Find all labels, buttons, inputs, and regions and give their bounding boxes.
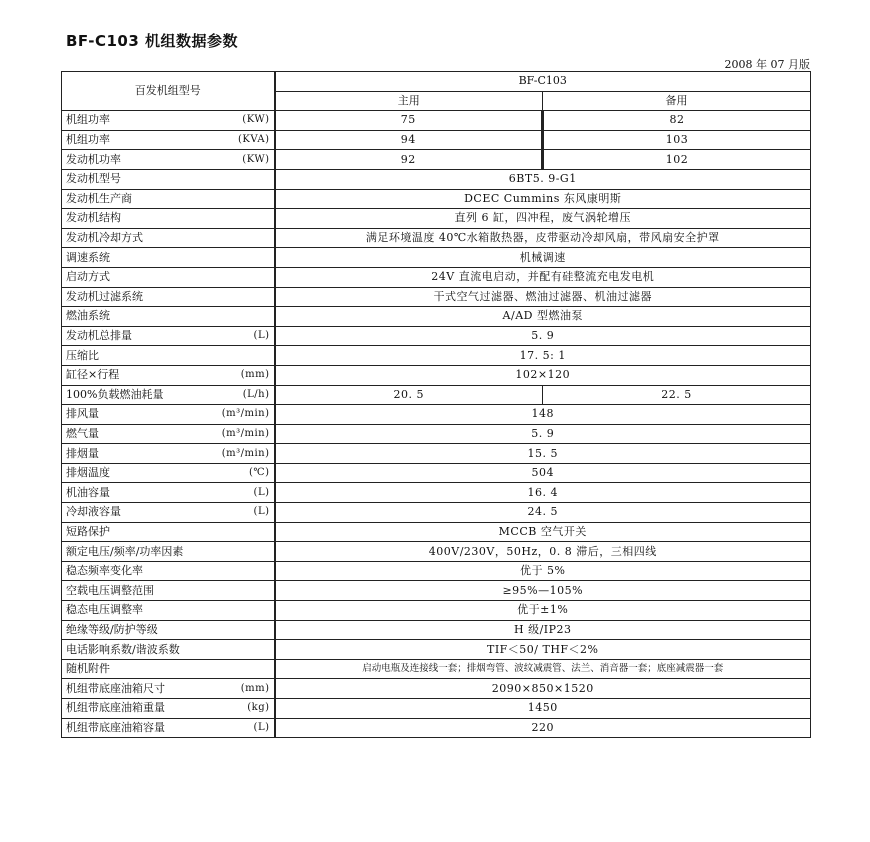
row-value: 干式空气过滤器、燃油过滤器、机油过滤器 bbox=[275, 287, 811, 307]
row-label: 稳态电压调整率 bbox=[66, 603, 143, 617]
row-label-cell bbox=[62, 385, 275, 405]
row-label: 随机附件 bbox=[66, 662, 110, 676]
row-unit: (mm) bbox=[240, 369, 270, 381]
table-row bbox=[62, 718, 811, 738]
row-label: 排烟量 bbox=[66, 446, 99, 460]
table-row bbox=[62, 424, 811, 444]
row-label-cell bbox=[62, 111, 275, 131]
row-unit: (KW) bbox=[242, 153, 270, 165]
table-row bbox=[62, 699, 811, 719]
table-row bbox=[62, 581, 811, 601]
table-row bbox=[62, 267, 811, 287]
row-label: 压缩比 bbox=[66, 348, 99, 362]
row-label: 冷却液容量 bbox=[66, 505, 121, 519]
row-unit: (mm) bbox=[240, 682, 270, 694]
row-label-cell bbox=[62, 679, 275, 699]
row-label-cell bbox=[62, 150, 275, 170]
row-label-cell bbox=[62, 130, 275, 150]
row-label-cell bbox=[62, 699, 275, 719]
table-row bbox=[62, 209, 811, 229]
row-unit: (kg) bbox=[247, 702, 270, 714]
row-label: 发动机过滤系统 bbox=[66, 289, 143, 303]
row-unit: (L) bbox=[253, 721, 270, 733]
row-value: H 级/IP23 bbox=[275, 620, 811, 640]
row-unit: (℃) bbox=[249, 467, 270, 479]
row-label-cell bbox=[62, 307, 275, 327]
row-label-cell bbox=[62, 405, 275, 425]
row-value: 5. 9 bbox=[275, 424, 811, 444]
table-row bbox=[62, 150, 811, 170]
row-value: 17. 5: 1 bbox=[275, 346, 811, 366]
row-label-cell bbox=[62, 581, 275, 601]
table-row bbox=[62, 659, 811, 679]
row-label-cell bbox=[62, 365, 275, 385]
row-unit: (KVA) bbox=[237, 134, 270, 146]
row-value: ≥95%—105% bbox=[275, 581, 811, 601]
header-primary: 主用 bbox=[275, 91, 543, 111]
row-label-cell bbox=[62, 659, 275, 679]
row-label: 机油容量 bbox=[66, 485, 110, 499]
row-unit: (L/h) bbox=[242, 388, 270, 400]
row-value: 220 bbox=[275, 718, 811, 738]
row-label: 机组功率 bbox=[66, 113, 110, 127]
row-label-cell bbox=[62, 561, 275, 581]
row-label-cell bbox=[62, 287, 275, 307]
table-row bbox=[62, 111, 811, 131]
standby-value: 82 bbox=[543, 111, 811, 131]
table-row bbox=[62, 169, 811, 189]
row-label-cell bbox=[62, 542, 275, 562]
row-value: 15. 5 bbox=[275, 444, 811, 464]
header-model: BF-C103 bbox=[275, 72, 811, 92]
primary-value: 94 bbox=[275, 130, 543, 150]
row-label: 机组带底座油箱重量 bbox=[66, 701, 165, 715]
table-row bbox=[62, 189, 811, 209]
row-label: 调速系统 bbox=[66, 250, 110, 264]
table-row bbox=[62, 228, 811, 248]
spec-table bbox=[61, 71, 811, 738]
row-unit: (L) bbox=[253, 506, 270, 518]
row-value: 优于±1% bbox=[275, 601, 811, 621]
standby-value: 22. 5 bbox=[543, 385, 811, 405]
row-value: 2090×850×1520 bbox=[275, 679, 811, 699]
row-label: 机组功率 bbox=[66, 133, 110, 147]
primary-value: 92 bbox=[275, 150, 543, 170]
row-label: 电话影响系数/谐波系数 bbox=[66, 642, 180, 656]
row-label-cell bbox=[62, 189, 275, 209]
standby-value: 102 bbox=[543, 150, 811, 170]
table-row bbox=[62, 365, 811, 385]
row-value: 1450 bbox=[275, 699, 811, 719]
table-row bbox=[62, 307, 811, 327]
row-value: 启动电瓶及连接线一套；排烟弯管、波纹减震管、法兰、消音器一套；底座减震器一套 bbox=[275, 659, 811, 679]
spec-table-body bbox=[62, 72, 811, 738]
row-label-cell bbox=[62, 718, 275, 738]
row-value: A/AD 型燃油泵 bbox=[275, 307, 811, 327]
table-row bbox=[62, 385, 811, 405]
row-label-cell bbox=[62, 601, 275, 621]
row-value: 24V 直流电启动，并配有硅整流充电发电机 bbox=[275, 267, 811, 287]
row-label: 发动机冷却方式 bbox=[66, 231, 143, 245]
row-label-cell bbox=[62, 267, 275, 287]
table-row bbox=[62, 503, 811, 523]
row-value: 优于 5% bbox=[275, 561, 811, 581]
table-row bbox=[62, 601, 811, 621]
table-row bbox=[62, 522, 811, 542]
row-label-cell bbox=[62, 522, 275, 542]
row-label-cell bbox=[62, 620, 275, 640]
row-label: 短路保护 bbox=[66, 524, 110, 538]
table-row bbox=[62, 463, 811, 483]
row-label-cell bbox=[62, 444, 275, 464]
row-label-cell bbox=[62, 483, 275, 503]
row-unit: (m³/min) bbox=[221, 408, 270, 420]
row-label: 发动机型号 bbox=[66, 172, 121, 186]
row-label: 稳态频率变化率 bbox=[66, 564, 143, 578]
row-label-cell bbox=[62, 248, 275, 268]
table-row bbox=[62, 483, 811, 503]
row-value: 24. 5 bbox=[275, 503, 811, 523]
page-title: BF-C103 机组数据参数 bbox=[66, 32, 238, 50]
row-label-cell bbox=[62, 346, 275, 366]
row-value: 机械调速 bbox=[275, 248, 811, 268]
row-label: 发动机生产商 bbox=[66, 191, 132, 205]
table-row bbox=[62, 326, 811, 346]
row-value: DCEC Cummins 东风康明斯 bbox=[275, 189, 811, 209]
row-unit: (m³/min) bbox=[221, 447, 270, 459]
row-value: 满足环境温度 40℃水箱散热器，皮带驱动冷却风扇，带风扇安全护罩 bbox=[275, 228, 811, 248]
table-row bbox=[62, 444, 811, 464]
row-unit: (L) bbox=[253, 330, 270, 342]
header-label: 百发机组型号 bbox=[62, 72, 275, 111]
row-label-cell bbox=[62, 640, 275, 660]
row-label: 发动机功率 bbox=[66, 152, 121, 166]
table-row bbox=[62, 130, 811, 150]
row-unit: (L) bbox=[253, 486, 270, 498]
table-row bbox=[62, 405, 811, 425]
row-unit: (KW) bbox=[242, 114, 270, 126]
row-value: 504 bbox=[275, 463, 811, 483]
header-row-model bbox=[62, 72, 811, 92]
row-label: 空载电压调整范围 bbox=[66, 583, 154, 597]
edition-date: 2008 年 07 月版 bbox=[724, 58, 810, 71]
row-label: 燃气量 bbox=[66, 426, 99, 440]
row-label: 启动方式 bbox=[66, 270, 110, 284]
standby-value: 103 bbox=[543, 130, 811, 150]
table-row bbox=[62, 542, 811, 562]
row-label: 额定电压/频率/功率因素 bbox=[66, 544, 184, 558]
row-value: 5. 9 bbox=[275, 326, 811, 346]
row-label-cell bbox=[62, 503, 275, 523]
table-row bbox=[62, 287, 811, 307]
row-value: 400V/230V，50Hz，0. 8 滞后，三相四线 bbox=[275, 542, 811, 562]
row-value: 148 bbox=[275, 405, 811, 425]
row-label: 燃油系统 bbox=[66, 309, 110, 323]
row-label-cell bbox=[62, 169, 275, 189]
row-label: 排风量 bbox=[66, 407, 99, 421]
row-label-cell bbox=[62, 424, 275, 444]
row-value: 6BT5. 9-G1 bbox=[275, 169, 811, 189]
row-label-cell bbox=[62, 463, 275, 483]
table-row bbox=[62, 640, 811, 660]
row-unit: (m³/min) bbox=[221, 427, 270, 439]
row-value: 16. 4 bbox=[275, 483, 811, 503]
row-label: 发动机总排量 bbox=[66, 329, 132, 343]
table-row bbox=[62, 346, 811, 366]
table-row bbox=[62, 248, 811, 268]
row-label-cell bbox=[62, 326, 275, 346]
row-value: MCCB 空气开关 bbox=[275, 522, 811, 542]
row-label-cell bbox=[62, 228, 275, 248]
primary-value: 75 bbox=[275, 111, 543, 131]
row-label: 绝缘等级/防护等级 bbox=[66, 622, 158, 636]
row-label: 排烟温度 bbox=[66, 466, 110, 480]
row-label: 缸径×行程 bbox=[66, 368, 120, 382]
row-label: 机组带底座油箱容量 bbox=[66, 720, 165, 734]
row-label: 机组带底座油箱尺寸 bbox=[66, 681, 165, 695]
row-value: 102×120 bbox=[275, 365, 811, 385]
table-row bbox=[62, 620, 811, 640]
primary-value: 20. 5 bbox=[275, 385, 543, 405]
row-label: 发动机结构 bbox=[66, 211, 121, 225]
table-row bbox=[62, 679, 811, 699]
row-label-cell bbox=[62, 209, 275, 229]
table-row bbox=[62, 561, 811, 581]
header-standby: 备用 bbox=[543, 91, 811, 111]
row-value: 直列 6 缸，四冲程，废气涡轮增压 bbox=[275, 209, 811, 229]
row-value: TIF＜50/ THF＜2% bbox=[275, 640, 811, 660]
row-label: 100%负载燃油耗量 bbox=[66, 387, 164, 401]
